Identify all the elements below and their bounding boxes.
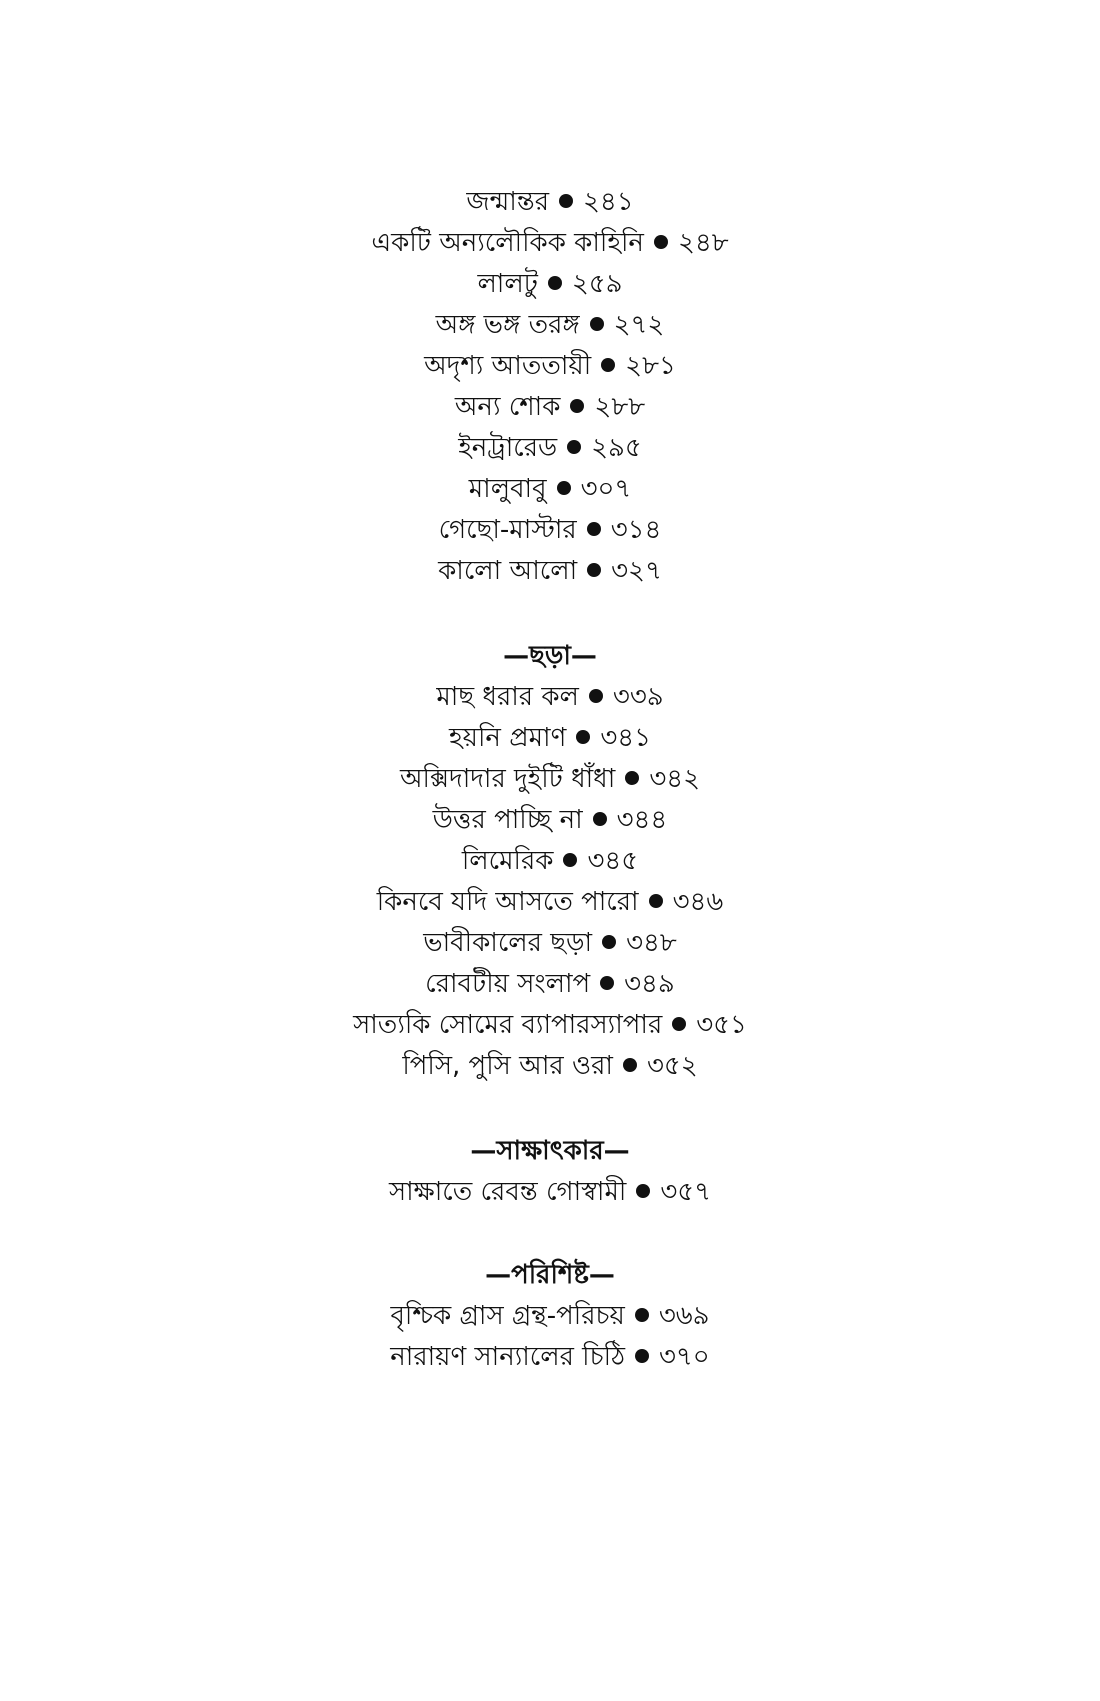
entry-page: ৩৫৭	[660, 1177, 712, 1207]
toc-entry	[0, 718, 1100, 758]
entry-page: ৩২৭	[611, 556, 662, 586]
entry-title: রোবটীয় সংলাপ	[425, 969, 591, 999]
toc-entry	[0, 387, 1100, 427]
toc-entry	[0, 346, 1100, 386]
bullet-icon	[672, 1017, 686, 1031]
toc-entry	[0, 964, 1100, 1004]
toc-entry	[0, 305, 1100, 345]
entry-page: ৩৪৮	[626, 928, 677, 958]
toc-entry	[0, 428, 1100, 468]
bullet-icon	[635, 1308, 649, 1322]
entry-page: ২৮৮	[594, 392, 646, 422]
bullet-icon	[593, 812, 607, 826]
bullet-icon	[587, 522, 601, 536]
entry-title: পিসি, পুসি আর ওরা	[402, 1051, 613, 1081]
entry-page: ৩৩৯	[612, 682, 664, 712]
entry-title: লিমেরিক	[461, 846, 554, 876]
bullet-icon	[587, 563, 601, 577]
entry-page: ৩৪৪	[616, 805, 668, 835]
section-heading-chhora: —ছড়া—	[503, 641, 597, 671]
toc-entry	[0, 223, 1100, 263]
toc-entry	[0, 1005, 1100, 1045]
toc-entry	[0, 551, 1100, 591]
entry-title: সাক্ষাতে রেবন্ত গোস্বামী	[388, 1177, 627, 1207]
toc-entry	[0, 1296, 1100, 1336]
bullet-icon	[576, 730, 590, 744]
entry-page: ৩৫২	[646, 1051, 698, 1081]
toc-entry	[0, 759, 1100, 799]
bullet-icon	[602, 935, 616, 949]
toc-entry	[0, 510, 1100, 550]
entry-title: ইনট্রারেড	[458, 433, 558, 463]
entry-page: ৩৪২	[649, 764, 700, 794]
entry-title: অক্সিদাদার দুইটি ধাঁধা	[400, 764, 616, 794]
entry-page: ২৫৯	[571, 269, 623, 299]
entry-title: মালুবাবু	[468, 474, 547, 504]
entry-title: উত্তর পাচ্ছি না	[432, 805, 583, 835]
entry-page: ২৯৫	[591, 433, 642, 463]
entry-title: অঙ্গ ভঙ্গ তরঙ্গ	[435, 310, 580, 340]
entry-page: ২৪১	[583, 187, 634, 217]
entry-title: সাত্যকি সোমের ব্যাপারস্যাপার	[353, 1010, 663, 1040]
entry-title: অদৃশ্য আততায়ী	[424, 351, 592, 381]
entry-title: গেছো-মাস্টার	[438, 515, 577, 545]
entry-title: কিনবে যদি আসতে পারো	[376, 887, 639, 917]
entry-page: ২৭২	[613, 310, 665, 340]
bullet-icon	[557, 481, 571, 495]
entry-title: বৃশ্চিক গ্রাস গ্রন্থ-পরিচয়	[390, 1301, 625, 1331]
entry-page: ৩৬৯	[658, 1301, 710, 1331]
bullet-icon	[600, 976, 614, 990]
entry-page: ৩৫১	[696, 1010, 747, 1040]
toc-entry	[0, 677, 1100, 717]
toc-entry	[0, 882, 1100, 922]
toc-entry	[0, 923, 1100, 963]
entry-title: কালো আলো	[438, 556, 578, 586]
bullet-icon	[601, 358, 615, 372]
bullet-icon	[623, 1058, 637, 1072]
entry-page: ২৪৮	[677, 228, 729, 258]
entry-page: ৩১৪	[610, 515, 662, 545]
entry-title: একটি অন্যলৌকিক কাহিনি	[371, 228, 644, 258]
entry-page: ৩৭০	[659, 1342, 710, 1372]
bullet-icon	[635, 1349, 649, 1363]
bullet-icon	[567, 440, 581, 454]
bullet-icon	[559, 194, 573, 208]
section-heading-interview: —সাক্ষাৎকার—	[470, 1136, 630, 1166]
entry-title: ভাবীকালের ছড়া	[423, 928, 593, 958]
section-heading-appendix: —পরিশিষ্ট—	[485, 1260, 615, 1290]
entry-page: ৩৪৬	[672, 887, 724, 917]
bullet-icon	[654, 235, 668, 249]
bullet-icon	[548, 276, 562, 290]
entry-title: জন্মান্তর	[466, 187, 550, 217]
toc-entry	[0, 182, 1100, 222]
toc-entry	[0, 469, 1100, 509]
entry-title: হয়নি প্রমাণ	[449, 723, 567, 753]
toc-entry	[0, 1337, 1100, 1377]
entry-page: ৩৪৯	[624, 969, 675, 999]
entry-title: লালটু	[477, 269, 538, 299]
bullet-icon	[649, 894, 663, 908]
toc-entry	[0, 1046, 1100, 1086]
bullet-icon	[590, 317, 604, 331]
bullet-icon	[625, 771, 639, 785]
toc-entry	[0, 800, 1100, 840]
bullet-icon	[636, 1184, 650, 1198]
entry-title: অন্য শোক	[454, 392, 561, 422]
bullet-icon	[563, 853, 577, 867]
entry-page: ৩৪১	[600, 723, 651, 753]
bullet-icon	[570, 399, 584, 413]
toc-entry	[0, 841, 1100, 881]
entry-page: ২৮১	[625, 351, 676, 381]
entry-page: ৩০৭	[580, 474, 632, 504]
entry-page: ৩৪৫	[587, 846, 639, 876]
toc-entry	[0, 1172, 1100, 1212]
entry-title: মাছ ধরার কল	[436, 682, 579, 712]
bullet-icon	[589, 689, 603, 703]
toc-entry	[0, 264, 1100, 304]
entry-title: নারায়ণ সান্যালের চিঠি	[390, 1342, 625, 1372]
